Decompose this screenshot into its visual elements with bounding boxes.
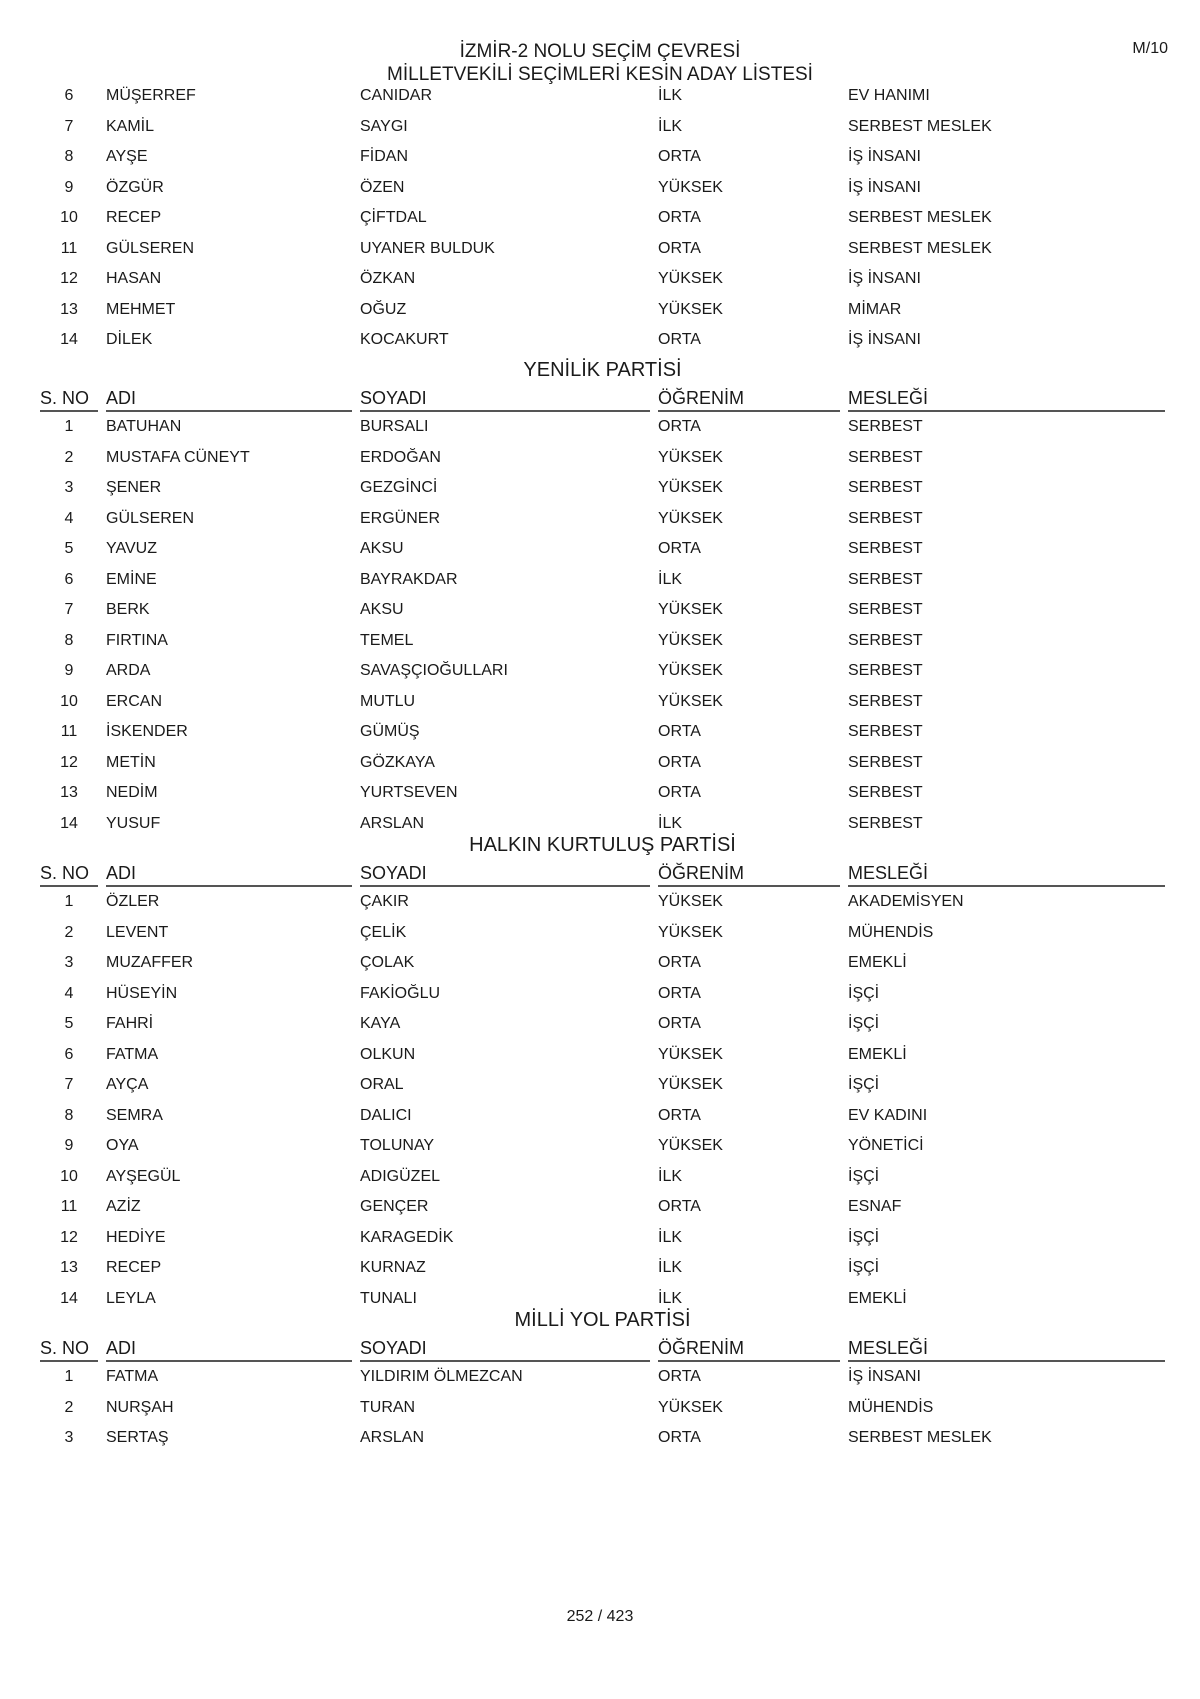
cell-last-name: SAYGI [360, 117, 408, 135]
column-header-sno: S. NO [40, 859, 98, 887]
cell-first-name: HÜSEYİN [106, 984, 178, 1002]
table-row [40, 918, 1165, 949]
cell-education: ORTA [658, 1198, 701, 1215]
cell-sno: 13 [60, 1259, 78, 1276]
cell-last-name: TURAN [360, 1398, 416, 1416]
table-row [40, 778, 1165, 809]
table-row [40, 887, 1165, 918]
cell-occupation: SERBEST MESLEK [848, 239, 992, 257]
cell-occupation: EMEKLİ [848, 1289, 907, 1307]
cell-sno: 6 [64, 570, 74, 588]
table-row [40, 234, 1165, 265]
cell-last-name: ÇELİK [360, 923, 407, 941]
title-line-2: MİLLETVEKİLİ SEÇİMLERİ KESİN ADAY LİSTESİ [387, 64, 813, 85]
cell-occupation: İŞ İNSANI [848, 1368, 921, 1385]
table-header [40, 1334, 1165, 1362]
cell-last-name: SAVAŞÇIOĞULLARI [360, 662, 508, 679]
cell-sno: 12 [60, 270, 78, 287]
cell-sno: 5 [64, 540, 74, 557]
cell-occupation: İŞ İNSANI [848, 331, 921, 348]
column-header-last-name: SOYADI [360, 1334, 650, 1362]
page-code: M/10 [1132, 40, 1168, 57]
cell-sno: 9 [64, 1137, 74, 1154]
cell-education: ORTA [658, 1106, 701, 1124]
table-row [40, 1131, 1165, 1162]
cell-education: İLK [658, 117, 683, 135]
table-row [40, 112, 1165, 143]
cell-last-name: GÜMÜŞ [360, 723, 420, 740]
cell-sno: 9 [64, 178, 74, 196]
cell-occupation: İŞÇİ [848, 1228, 880, 1246]
table-row [40, 1223, 1165, 1254]
table-row [40, 534, 1165, 565]
cell-last-name: TOLUNAY [360, 1137, 435, 1154]
cell-sno: 4 [64, 984, 74, 1002]
cell-sno: 10 [60, 692, 78, 710]
cell-occupation: İŞÇİ [848, 984, 880, 1002]
cell-first-name: ERCAN [106, 692, 163, 710]
cell-education: YÜKSEK [658, 893, 723, 910]
cell-first-name: FIRTINA [106, 631, 168, 649]
cell-last-name: TEMEL [360, 631, 414, 649]
cell-sno: 1 [64, 1368, 74, 1385]
table-row [40, 626, 1165, 657]
cell-sno: 11 [60, 723, 78, 740]
cell-occupation: AKADEMİSYEN [848, 893, 964, 910]
cell-occupation: MÜHENDİS [848, 1398, 934, 1416]
table-row [40, 1040, 1165, 1071]
cell-sno: 6 [64, 87, 74, 104]
cell-education: YÜKSEK [658, 1045, 723, 1063]
cell-education: YÜKSEK [658, 923, 723, 941]
cell-first-name: FATMA [106, 1045, 159, 1063]
cell-occupation: SERBEST [848, 753, 923, 771]
column-header-last-name: SOYADI [360, 384, 650, 412]
table-row [40, 1393, 1165, 1424]
document-title [0, 40, 1200, 86]
table-row [40, 595, 1165, 626]
cell-occupation: MİMAR [848, 300, 902, 318]
cell-last-name: ARSLAN [360, 814, 425, 832]
table-row [40, 203, 1165, 234]
cell-occupation: SERBEST [848, 631, 923, 649]
cell-sno: 11 [60, 239, 78, 257]
cell-occupation: SERBEST [848, 692, 923, 710]
cell-first-name: LEVENT [106, 923, 169, 941]
cell-last-name: CANIDAR [360, 87, 433, 104]
table-row [40, 1423, 1165, 1454]
cell-education: ORTA [658, 1015, 701, 1032]
page-number: 252 / 423 [566, 1608, 634, 1625]
cell-last-name: FİDAN [360, 148, 408, 165]
column-header-occupation: MESLEĞİ [848, 384, 1165, 412]
cell-occupation: İŞÇİ [848, 1015, 880, 1032]
cell-occupation: SERBEST MESLEK [848, 117, 992, 135]
party-section [40, 831, 1165, 1314]
cell-education: ORTA [658, 331, 701, 348]
table-row [40, 948, 1165, 979]
table-row [40, 264, 1165, 295]
party-section [40, 81, 1165, 356]
cell-first-name: HEDİYE [106, 1228, 166, 1246]
table-row [40, 1253, 1165, 1284]
cell-education: YÜKSEK [658, 1137, 723, 1154]
cell-occupation: EMEKLİ [848, 1045, 907, 1063]
cell-last-name: ÖZEN [360, 178, 405, 196]
cell-occupation: SERBEST [848, 662, 923, 679]
cell-sno: 10 [60, 1167, 78, 1185]
cell-education: İLK [658, 1167, 683, 1185]
cell-sno: 10 [60, 209, 78, 226]
table-row [40, 412, 1165, 443]
cell-education: İLK [658, 814, 683, 832]
cell-sno: 8 [64, 631, 74, 649]
cell-last-name: BURSALI [360, 418, 429, 435]
cell-sno: 11 [60, 1198, 78, 1215]
party-title: HALKIN KURTULUŞ PARTİSİ [469, 834, 736, 856]
table-row [40, 656, 1165, 687]
cell-occupation: SERBEST [848, 509, 923, 527]
cell-first-name: ARDA [106, 662, 151, 679]
column-header-occupation: MESLEĞİ [848, 859, 1165, 887]
cell-first-name: DİLEK [106, 331, 153, 348]
cell-first-name: MUSTAFA CÜNEYT [106, 448, 250, 466]
cell-sno: 14 [60, 814, 78, 832]
cell-sno: 8 [64, 148, 74, 165]
column-header-first-name: ADI [106, 1334, 352, 1362]
column-header-sno: S. NO [40, 1334, 98, 1362]
cell-first-name: FAHRİ [106, 1015, 154, 1032]
cell-last-name: ÇAKIR [360, 893, 409, 910]
table-header [40, 384, 1165, 412]
cell-last-name: KURNAZ [360, 1259, 426, 1276]
cell-occupation: İŞ İNSANI [848, 178, 921, 196]
cell-education: YÜKSEK [658, 448, 723, 466]
cell-education: YÜKSEK [658, 692, 723, 710]
table-row [40, 81, 1165, 112]
cell-sno: 7 [64, 601, 74, 618]
cell-first-name: GÜLSEREN [106, 509, 195, 527]
cell-last-name: ÖZKAN [360, 270, 416, 287]
cell-education: YÜKSEK [658, 479, 723, 496]
table-row [40, 1192, 1165, 1223]
cell-occupation: SERBEST [848, 540, 923, 557]
cell-education: ORTA [658, 984, 701, 1002]
cell-occupation: İŞÇİ [848, 1076, 880, 1093]
cell-sno: 7 [64, 1076, 74, 1093]
cell-first-name: MÜŞERREF [106, 87, 196, 104]
cell-first-name: AYŞEGÜL [106, 1167, 181, 1185]
cell-occupation: EV KADINI [848, 1106, 928, 1124]
column-header-occupation: MESLEĞİ [848, 1334, 1165, 1362]
cell-last-name: FAKİOĞLU [360, 984, 441, 1002]
cell-last-name: KARAGEDİK [360, 1228, 454, 1246]
cell-last-name: TUNALI [360, 1289, 417, 1307]
cell-first-name: BERK [106, 601, 150, 618]
cell-sno: 9 [64, 662, 74, 679]
cell-last-name: GEZGİNCİ [360, 479, 438, 496]
cell-last-name: AKSU [360, 601, 404, 618]
cell-education: ORTA [658, 723, 701, 740]
cell-last-name: OLKUN [360, 1045, 416, 1063]
cell-occupation: İŞ İNSANI [848, 148, 921, 165]
party-section [40, 1306, 1165, 1454]
cell-sno: 3 [64, 1429, 74, 1446]
cell-sno: 8 [64, 1106, 74, 1124]
cell-occupation: SERBEST [848, 784, 923, 801]
cell-sno: 14 [60, 331, 78, 348]
cell-sno: 5 [64, 1015, 74, 1032]
table-row [40, 473, 1165, 504]
cell-first-name: AYÇA [106, 1076, 149, 1093]
cell-first-name: LEYLA [106, 1289, 156, 1307]
cell-last-name: ORAL [360, 1076, 404, 1093]
cell-first-name: RECEP [106, 209, 162, 226]
cell-last-name: GENÇER [360, 1198, 429, 1215]
cell-last-name: AKSU [360, 540, 404, 557]
cell-education: YÜKSEK [658, 178, 723, 196]
cell-occupation: YÖNETİCİ [848, 1137, 924, 1154]
cell-education: İLK [658, 570, 683, 588]
cell-sno: 14 [60, 1289, 78, 1307]
table-row [40, 1162, 1165, 1193]
cell-last-name: UYANER BULDUK [360, 239, 495, 257]
cell-last-name: ADIGÜZEL [360, 1167, 441, 1185]
cell-education: YÜKSEK [658, 1398, 723, 1416]
cell-sno: 2 [64, 923, 74, 941]
cell-first-name: EMİNE [106, 570, 157, 588]
column-header-last-name: SOYADI [360, 859, 650, 887]
cell-first-name: YUSUF [106, 814, 161, 832]
cell-occupation: SERBEST [848, 570, 923, 588]
cell-occupation: SERBEST [848, 814, 923, 832]
cell-first-name: BATUHAN [106, 418, 182, 435]
party-section [40, 356, 1165, 839]
cell-first-name: SEMRA [106, 1106, 163, 1124]
cell-education: ORTA [658, 753, 701, 771]
cell-sno: 3 [64, 479, 74, 496]
cell-sno: 12 [60, 753, 78, 771]
cell-first-name: MEHMET [106, 300, 176, 318]
table-row [40, 443, 1165, 474]
table-row [40, 1362, 1165, 1393]
column-header-first-name: ADI [106, 859, 352, 887]
table-row [40, 142, 1165, 173]
cell-education: ORTA [658, 540, 701, 557]
cell-education: YÜKSEK [658, 300, 723, 318]
cell-sno: 7 [64, 117, 74, 135]
cell-education: ORTA [658, 148, 701, 165]
cell-occupation: SERBEST [848, 418, 923, 435]
cell-last-name: ÇOLAK [360, 954, 415, 971]
cell-education: YÜKSEK [658, 662, 723, 679]
table-row [40, 979, 1165, 1010]
cell-last-name: BAYRAKDAR [360, 570, 458, 588]
cell-first-name: RECEP [106, 1259, 162, 1276]
cell-education: YÜKSEK [658, 631, 723, 649]
column-header-education: ÖĞRENİM [658, 384, 840, 412]
cell-occupation: ESNAF [848, 1198, 902, 1215]
cell-education: İLK [658, 1259, 683, 1276]
cell-first-name: GÜLSEREN [106, 239, 195, 257]
cell-occupation: İŞÇİ [848, 1167, 880, 1185]
cell-sno: 2 [64, 1398, 74, 1416]
cell-education: YÜKSEK [658, 270, 723, 287]
column-header-first-name: ADI [106, 384, 352, 412]
table-row [40, 1070, 1165, 1101]
cell-education: İLK [658, 1289, 683, 1307]
table-row [40, 325, 1165, 356]
table-row [40, 1101, 1165, 1132]
cell-first-name: NURŞAH [106, 1398, 174, 1416]
cell-occupation: EMEKLİ [848, 954, 907, 971]
cell-occupation: SERBEST MESLEK [848, 209, 992, 226]
cell-sno: 3 [64, 954, 74, 971]
cell-first-name: OYA [106, 1137, 139, 1154]
cell-sno: 1 [64, 893, 74, 910]
cell-last-name: YURTSEVEN [360, 784, 458, 801]
cell-last-name: DALICI [360, 1106, 412, 1124]
column-header-education: ÖĞRENİM [658, 1334, 840, 1362]
cell-last-name: GÖZKAYA [360, 753, 435, 771]
cell-sno: 6 [64, 1045, 74, 1063]
cell-first-name: MUZAFFER [106, 954, 194, 971]
cell-sno: 2 [64, 448, 74, 466]
cell-sno: 13 [60, 300, 78, 318]
cell-occupation: MÜHENDİS [848, 923, 934, 941]
column-header-education: ÖĞRENİM [658, 859, 840, 887]
cell-occupation: SERBEST MESLEK [848, 1429, 992, 1446]
cell-education: İLK [658, 87, 683, 104]
cell-sno: 1 [64, 418, 74, 435]
table-row [40, 173, 1165, 204]
cell-last-name: ARSLAN [360, 1429, 425, 1446]
cell-education: ORTA [658, 954, 701, 971]
cell-first-name: METİN [106, 753, 156, 771]
cell-last-name: KOCAKURT [360, 331, 449, 348]
cell-first-name: AZİZ [106, 1198, 141, 1215]
cell-education: ORTA [658, 784, 701, 801]
cell-last-name: KAYA [360, 1015, 401, 1032]
cell-first-name: HASAN [106, 270, 162, 287]
cell-education: ORTA [658, 1429, 701, 1446]
cell-first-name: İSKENDER [106, 723, 188, 740]
cell-sno: 12 [60, 1228, 78, 1246]
cell-education: YÜKSEK [658, 601, 723, 618]
table-header [40, 859, 1165, 887]
table-row [40, 1009, 1165, 1040]
cell-first-name: ÖZGÜR [106, 178, 164, 196]
cell-last-name: OĞUZ [360, 300, 407, 318]
party-title: MİLLİ YOL PARTİSİ [514, 1309, 691, 1331]
cell-last-name: ERGÜNER [360, 509, 441, 527]
cell-education: YÜKSEK [658, 509, 723, 527]
cell-occupation: İŞÇİ [848, 1259, 880, 1276]
cell-sno: 13 [60, 784, 78, 801]
cell-occupation: SERBEST [848, 601, 923, 618]
cell-first-name: AYŞE [106, 148, 148, 165]
title-line-1: İZMİR-2 NOLU SEÇİM ÇEVRESİ [459, 41, 741, 62]
cell-last-name: ERDOĞAN [360, 448, 441, 466]
cell-occupation: SERBEST [848, 448, 923, 466]
cell-first-name: FATMA [106, 1368, 159, 1385]
cell-occupation: SERBEST [848, 723, 923, 740]
cell-education: YÜKSEK [658, 1076, 723, 1093]
cell-last-name: YILDIRIM ÖLMEZCAN [360, 1368, 523, 1385]
cell-first-name: NEDİM [106, 784, 158, 801]
cell-last-name: ÇİFTDAL [360, 209, 427, 226]
cell-education: ORTA [658, 1368, 701, 1385]
cell-education: ORTA [658, 418, 701, 435]
party-title: YENİLİK PARTİSİ [523, 359, 682, 381]
column-header-sno: S. NO [40, 384, 98, 412]
cell-first-name: SERTAŞ [106, 1429, 169, 1446]
cell-occupation: İŞ İNSANI [848, 270, 921, 287]
cell-education: İLK [658, 1228, 683, 1246]
cell-occupation: SERBEST [848, 479, 923, 496]
cell-last-name: MUTLU [360, 692, 416, 710]
cell-education: ORTA [658, 239, 701, 257]
cell-occupation: EV HANIMI [848, 87, 930, 104]
table-row [40, 748, 1165, 779]
cell-education: ORTA [658, 209, 701, 226]
table-row [40, 504, 1165, 535]
table-row [40, 295, 1165, 326]
cell-first-name: YAVUZ [106, 540, 157, 557]
cell-first-name: ÖZLER [106, 893, 160, 910]
table-row [40, 717, 1165, 748]
cell-first-name: KAMİL [106, 117, 155, 135]
table-row [40, 565, 1165, 596]
cell-first-name: ŞENER [106, 479, 162, 496]
cell-sno: 4 [64, 509, 74, 527]
table-row [40, 687, 1165, 718]
